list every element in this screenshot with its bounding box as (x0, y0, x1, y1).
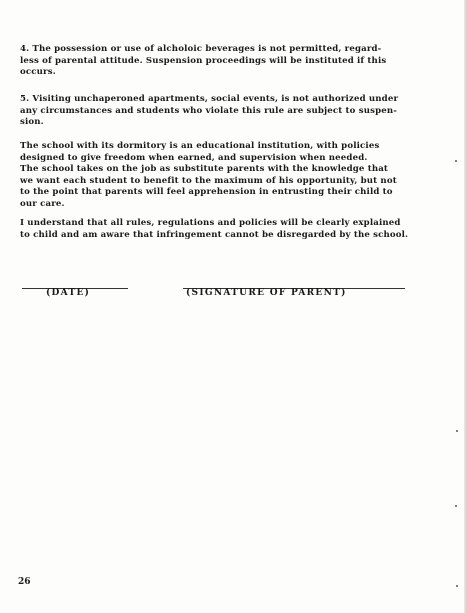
text-line: 5. Visiting unchaperoned apartments, social events, is not authorized under (20, 94, 399, 104)
scan-speck (456, 585, 458, 587)
text-line: occurs. (20, 67, 56, 78)
text-line: to child and am aware that infringement cannot be disregarded by the school. (20, 229, 409, 240)
scan-speck (455, 505, 457, 507)
parent-signature-label: (SIGNATURE OF PARENT) (186, 288, 347, 298)
school-policy-paragraph (20, 141, 416, 211)
acknowledgement-paragraph (20, 218, 416, 241)
text-line: less of parental attitude. Suspension proceedings will be instituted if this (20, 55, 387, 66)
text-line: The school with its dormitory is an educational institution, with policies (20, 141, 380, 151)
text-line: sion. (20, 117, 44, 128)
text-line: our care. (20, 198, 65, 209)
text-line: I understand that all rules, regulations and policies will be clearly explained (20, 218, 401, 228)
page-number: 26 (18, 577, 31, 587)
rule-4-paragraph (20, 44, 416, 79)
scan-speck (455, 160, 457, 162)
rule-5-paragraph (20, 94, 416, 129)
text-line: we want each student to benefit to the maximum of his opportunity, but not (20, 175, 397, 186)
text-line: to the point that parents will feel apprehension in entrusting their child to (20, 187, 393, 198)
text-line: designed to give freedom when earned, and supervision when needed. (20, 152, 368, 163)
date-label: (DATE) (46, 288, 91, 298)
text-line: 4. The possession or use of alcholoic beverages is not permitted, regard- (20, 44, 382, 54)
text-line: The school takes on the job as substitute parents with the knowledge that (20, 164, 389, 175)
text-line: any circumstances and students who violate this rule are subject to suspen- (20, 105, 397, 116)
scan-speck (456, 430, 458, 432)
